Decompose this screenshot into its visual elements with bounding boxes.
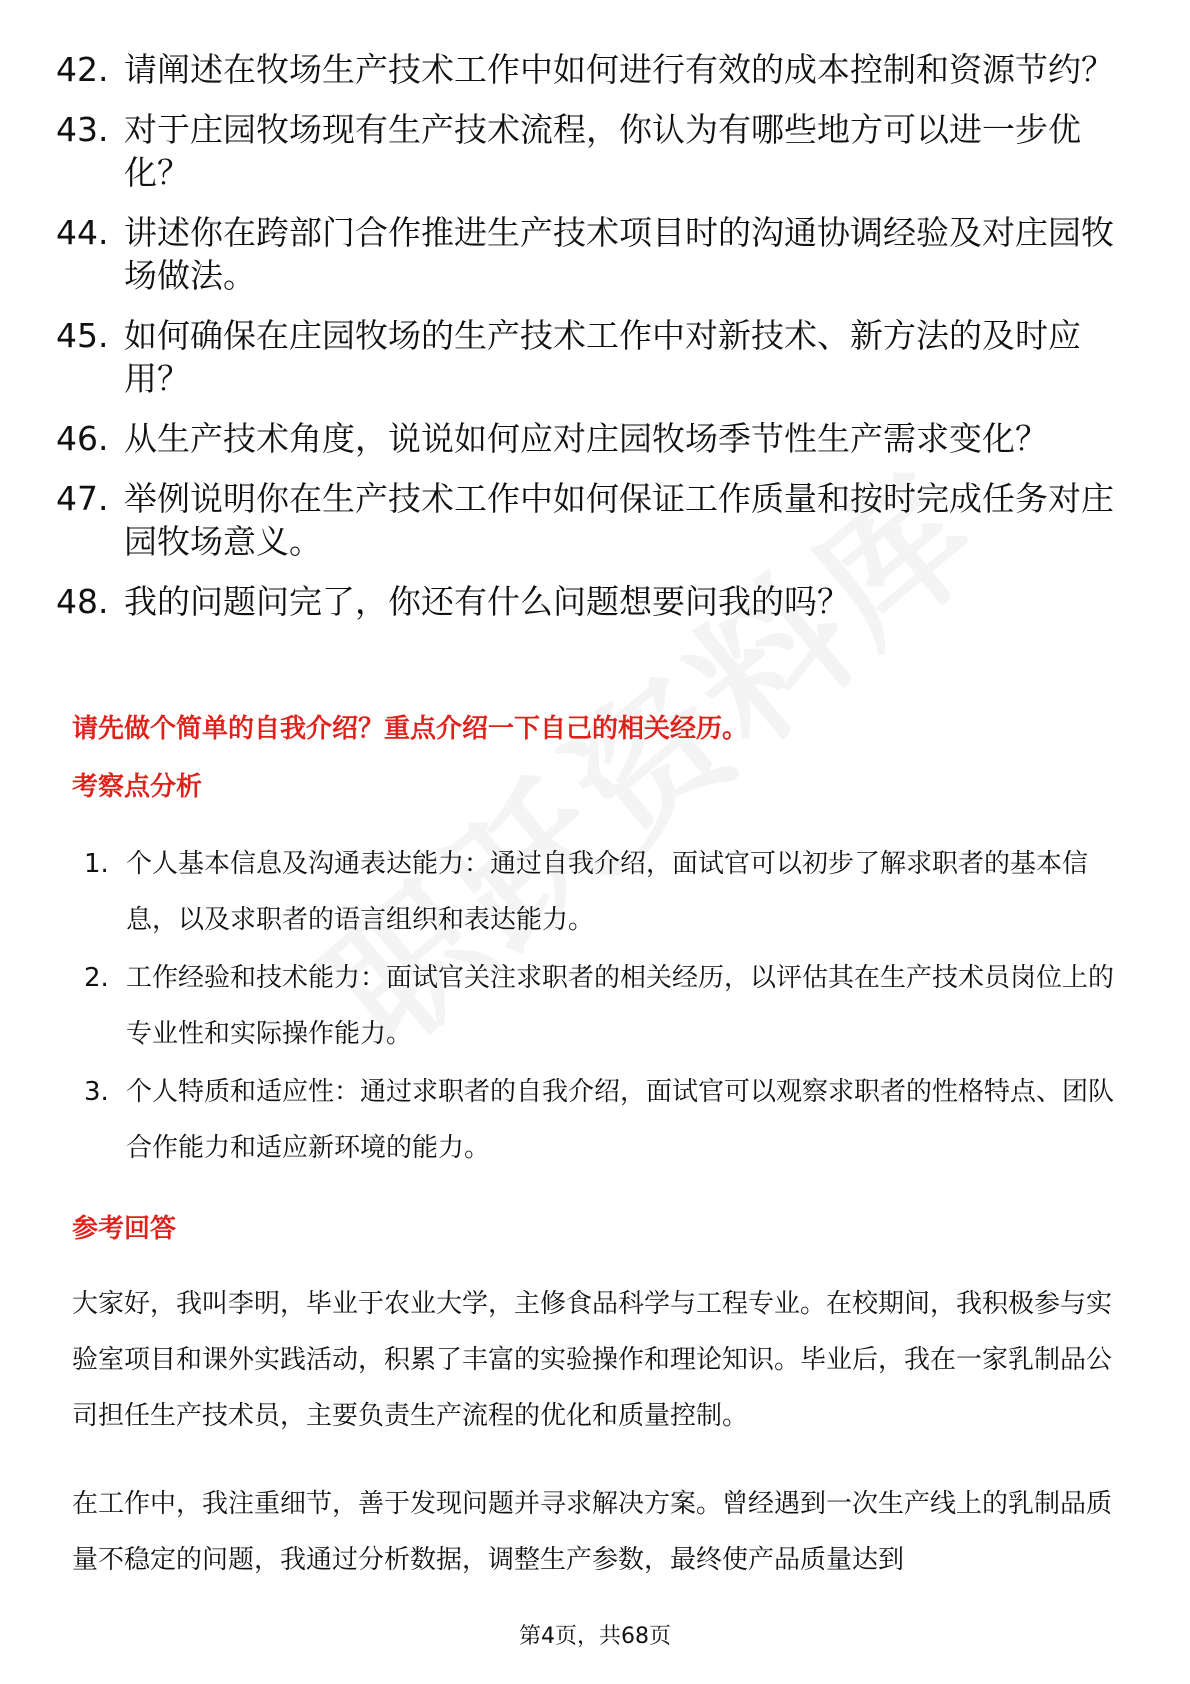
question-number: 45. — [56, 316, 109, 355]
question-item — [56, 580, 1136, 623]
analysis-heading: 考察点分析 — [72, 772, 203, 802]
question-item — [56, 211, 1136, 297]
answer-paragraph: 在工作中，我注重细节，善于发现问题并寻求解决方案。曾经遇到一次生产线上的乳制品质量不稳定的问题，我通过分析数据，调整生产参数，最终使产品质量达到 — [72, 1489, 1113, 1575]
question-item — [56, 314, 1136, 400]
question-text: 从生产技术角度，说说如何应对庄园牧场季节性生产需求变化？ — [124, 419, 1048, 458]
question-item — [56, 48, 1136, 91]
analysis-point — [84, 1064, 1124, 1176]
point-text: 个人特质和适应性：通过求职者的自我介绍，面试官可以观察求职者的性格特点、团队合作能力和适应新环境的能力。 — [126, 1077, 1115, 1163]
point-text: 个人基本信息及沟通表达能力：通过自我介绍，面试官可以初步了解求职者的基本信息，以及求职者的语言组织和表达能力。 — [126, 849, 1089, 935]
analysis-point — [84, 950, 1124, 1062]
question-item — [56, 477, 1136, 563]
question-text: 我的问题问完了，你还有什么问题想要问我的吗？ — [124, 582, 850, 621]
answer-paragraph: 大家好，我叫李明，毕业于农业大学，主修食品科学与工程专业。在校期间，我积极参与实验室项目和课外实践活动，积累了丰富的实验操作和理论知识。毕业后，我在一家乳制品公司担任生产技术员，主要负责生产流程的优化和质量控制。 — [72, 1289, 1113, 1431]
question-text: 讲述你在跨部门合作推进生产技术项目时的沟通协调经验及对庄园牧场做法。 — [124, 213, 1114, 295]
point-text: 工作经验和技术能力：面试官关注求职者的相关经历，以评估其在生产技术员岗位上的专业性和实际操作能力。 — [126, 963, 1115, 1049]
question-number: 48. — [56, 582, 109, 621]
question-text: 请阐述在牧场生产技术工作中如何进行有效的成本控制和资源节约？ — [124, 50, 1114, 89]
analysis-points — [84, 836, 1124, 1178]
question-number: 46. — [56, 419, 109, 458]
page-footer: 第4页，共68页 — [519, 1624, 671, 1649]
question-text: 如何确保在庄园牧场的生产技术工作中对新技术、新方法的及时应用？ — [124, 316, 1081, 398]
question-number: 44. — [56, 213, 109, 252]
question-item — [56, 108, 1136, 194]
question-text: 举例说明你在生产技术工作中如何保证工作质量和按时完成任务对庄园牧场意义。 — [124, 479, 1114, 561]
answer-heading: 参考回答 — [72, 1214, 177, 1244]
question-number: 42. — [56, 50, 109, 89]
question-item — [56, 417, 1136, 460]
question-number: 47. — [56, 479, 109, 518]
point-number: 3. — [84, 1077, 109, 1107]
point-number: 2. — [84, 963, 109, 993]
question-text: 对于庄园牧场现有生产技术流程，你认为有哪些地方可以进一步优化？ — [124, 110, 1081, 192]
featured-question: 请先做个简单的自我介绍？重点介绍一下自己的相关经历。 — [72, 714, 749, 744]
point-number: 1. — [84, 849, 109, 879]
question-number: 43. — [56, 110, 109, 149]
analysis-point — [84, 836, 1124, 948]
question-list — [56, 48, 1136, 640]
